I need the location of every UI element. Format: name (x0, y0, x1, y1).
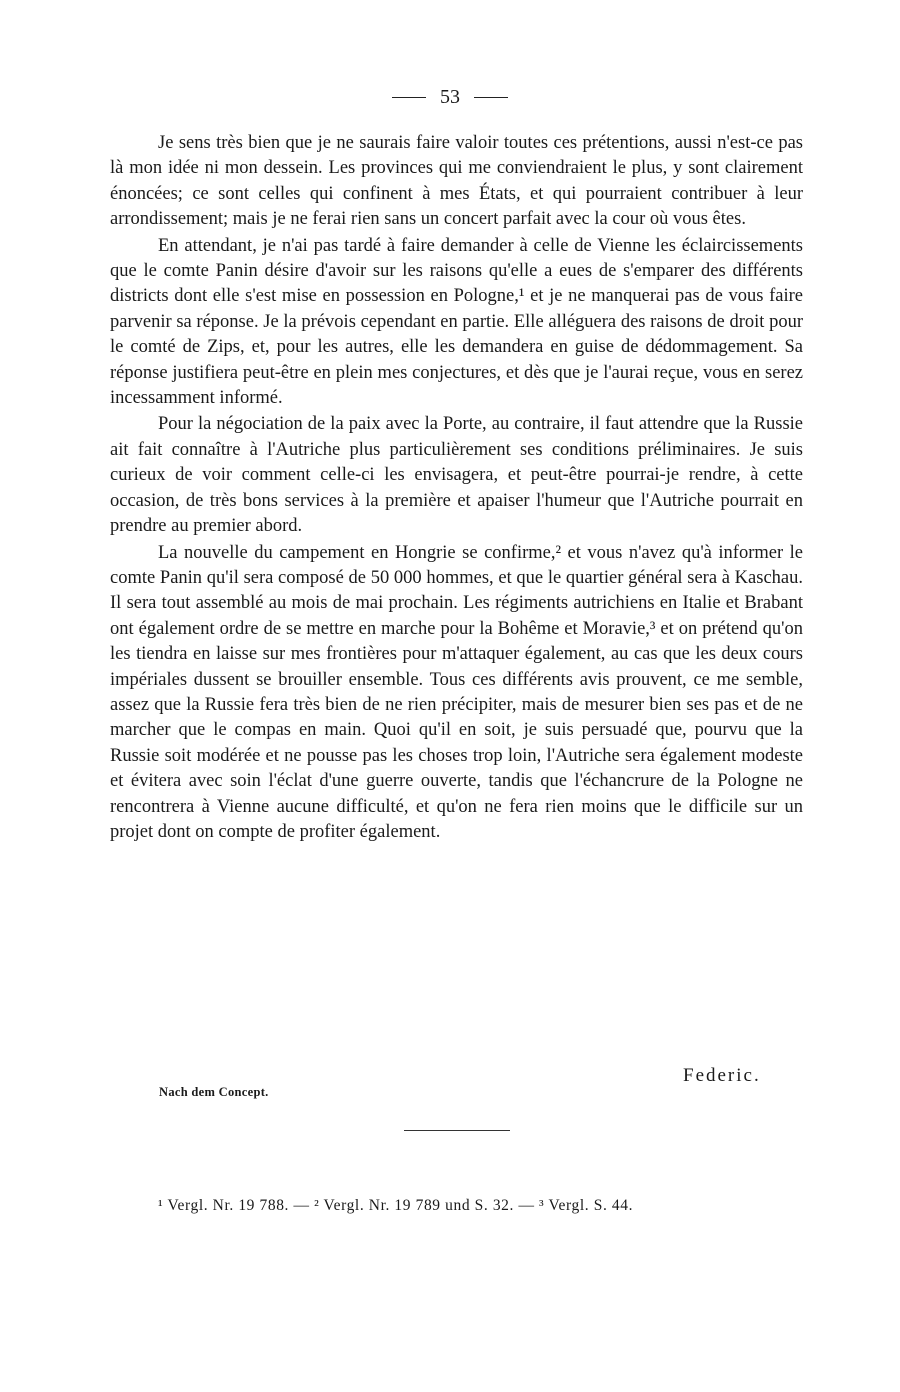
paragraph-3: Pour la négociation de la paix avec la Porte, au contraire, il faut attendre que la Russie ait fait connaître à l'Autriche plus particulièrement ses conditions préliminaires. Je suis curieux de voir comment celle-ci les envisagera, et peut-être pourrai-je rendre, à cette occasion, de très bons services à la première et apaiser l'humeur que l'Autriche pourrait en prendre au premier abord. (110, 414, 803, 537)
paragraph-2: En attendant, je n'ai pas tardé à faire demander à celle de Vienne les éclaircissements que le comte Panin désire d'avoir sur les raisons qu'elle a eues de s'emparer des différents districts dont elle s'est mise en possession en Pologne,¹ et je ne manquerai pas de vous faire parvenir sa réponse. Je la prévois cependant en partie. Elle alléguera des raisons de droit pour le comté de Zips, et, pour les autres, elle les demandera en guise de dédommagement. Sa réponse justifiera peut-être en plein mes conjectures, et dès que je l'aurai reçue, vous en serez incessamment informé. (110, 235, 803, 409)
letter-body (110, 131, 803, 845)
paragraph-1: Je sens très bien que je ne saurais faire valoir toutes ces prétentions, aussi n'est-ce pas là mon idée ni mon dessein. Les provinces qui me conviendraient le plus, y sont clairement énoncées; ce sont celles qui confinent à mes États, et qui pourraient contribuer à leur arrondissement; mais je ne ferai rien sans un concert parfait avec la cour où vous êtes. (110, 133, 803, 230)
paragraph-4: La nouvelle du campement en Hongrie se confirme,² et vous n'avez qu'à informer le comte Panin qu'il sera composé de 50 000 hommes, et que le quartier général sera à Kaschau. Il sera tout assemblé au mois de mai prochain. Les régiments autrichiens en Italie et Brabant ont également ordre de se mettre en marche pour la Bohême et Moravie,³ et on prétend qu'on les tiendra en laisse sur mes frontières pour m'attaquer également, au cas que les deux cours impériales dussent se brouiller ensemble. Tous ces différents avis prouvent, ce me semble, assez que la Russie fera très bien de ne rien précipiter, mais de mesurer bien ses pas et de ne marcher que le compas en main. Quoi qu'il en soit, je suis persuadé que, pourvu que la Russie soit modérée et ne pousse pas les choses trop loin, l'Autriche sera également modeste et évitera avec soin l'éclat d'une guerre ouverte, tandis que l'échancrure de la Pologne ne rencontrera à Vienne aucune difficulté, et qu'on ne fera rien moins que le difficile sur un projet dont on compte de profiter également. (110, 542, 803, 842)
footnotes: ¹ Vergl. Nr. 19 788. — ² Vergl. Nr. 19 789 und S. 32. — ³ Vergl. S. 44. (158, 1197, 634, 1214)
footnote-separator (404, 1130, 510, 1131)
source-note: Nach dem Concept. (159, 1085, 269, 1099)
header-dash-left (392, 97, 426, 98)
page-number: 53 (440, 86, 460, 108)
header-dash-right (474, 97, 508, 98)
signature: Federic. (683, 1065, 761, 1086)
page-header (0, 86, 900, 109)
